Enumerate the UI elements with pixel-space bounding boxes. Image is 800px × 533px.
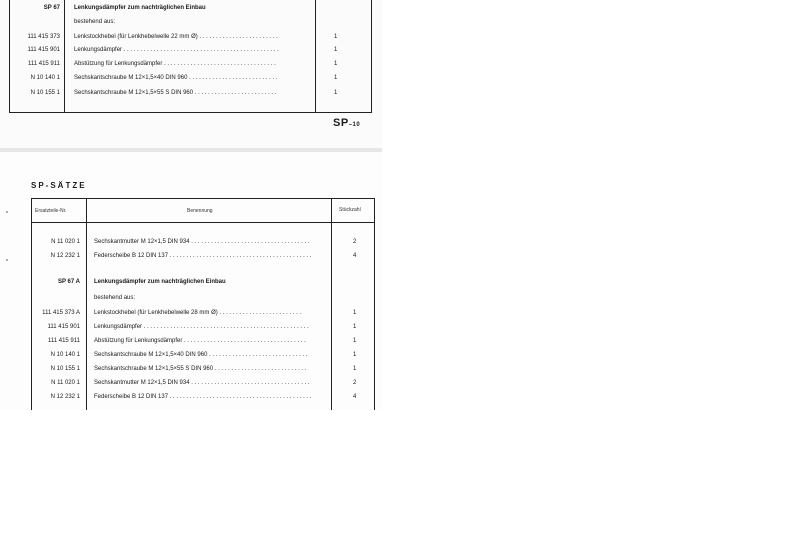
column-header-part-number: Ersatzteile-Nr. bbox=[35, 208, 67, 214]
page-number: SP–10 bbox=[333, 117, 361, 129]
part-number: 111 415 373 bbox=[27, 34, 60, 40]
margin-mark bbox=[6, 211, 8, 213]
part-quantity: 4 bbox=[353, 394, 357, 400]
part-quantity: 1 bbox=[334, 34, 338, 40]
margin-mark bbox=[6, 259, 8, 261]
table-border-top bbox=[31, 198, 375, 199]
part-description: Lenkungsdämpfer . . . . . . . . . . . . . . . . . . . . . . . . . . . . . . . . . . . . . . . . . . . . . . . bbox=[74, 47, 279, 53]
part-description: Lenkstockhebel (für Lenkhebelwelle 22 mm Ø) . . . . . . . . . . . . . . . . . . . . . . . . bbox=[74, 34, 278, 40]
table-header-divider bbox=[31, 222, 375, 223]
table-border-right bbox=[371, 0, 372, 113]
table-border-left bbox=[31, 198, 32, 410]
part-description: Sechskantmutter M 12×1,5 DIN 934 . . . . . . . . . . . . . . . . . . . . . . . . . . . . . . . . . . . . bbox=[94, 239, 310, 245]
part-description: bestehend aus: bbox=[74, 19, 116, 25]
part-quantity: 1 bbox=[334, 75, 338, 81]
table-border-bottom bbox=[9, 112, 372, 113]
part-number: 111 415 911 bbox=[27, 61, 60, 67]
part-quantity: 1 bbox=[334, 61, 338, 67]
part-description: Sechskantschraube M 12×1,5×40 DIN 960 . . . . . . . . . . . . . . . . . . . . . . . . . . . bbox=[74, 75, 278, 81]
part-number: N 11 020 1 bbox=[51, 239, 80, 245]
part-quantity: 2 bbox=[353, 380, 357, 386]
part-description: Abstützung für Lenkungsdämpfer . . . . . . . . . . . . . . . . . . . . . . . . . . . . . . . . . . . . . bbox=[94, 338, 306, 344]
part-number: N 12 232 1 bbox=[50, 394, 80, 400]
part-quantity: 1 bbox=[334, 90, 338, 96]
part-description: bestehend aus: bbox=[94, 295, 136, 301]
part-quantity: 1 bbox=[353, 338, 357, 344]
table-column-divider bbox=[86, 198, 87, 410]
part-number: 111 415 373 A bbox=[42, 310, 80, 316]
section-title: SP-SÄTZE bbox=[31, 181, 87, 190]
column-header-quantity: Stückzahl bbox=[339, 207, 361, 213]
part-description: Sechskantschraube M 12×1,5×55 S DIN 960 . . . . . . . . . . . . . . . . . . . . . . . . . bbox=[74, 90, 277, 96]
part-description: Sechskantmutter M 12×1,5 DIN 934 . . . . . . . . . . . . . . . . . . . . . . . . . . . . . . . . . . . . bbox=[94, 380, 310, 386]
part-quantity: 4 bbox=[353, 253, 357, 259]
part-quantity: 1 bbox=[353, 366, 357, 372]
part-description: Sechskantschraube M 12×1,5×55 S DIN 960 . . . . . . . . . . . . . . . . . . . . . . . . . . . . bbox=[94, 366, 307, 372]
table-column-divider bbox=[315, 0, 316, 113]
part-number: SP 67 bbox=[43, 5, 60, 11]
part-quantity: 1 bbox=[353, 324, 357, 330]
part-description: Abstützung für Lenkungsdämpfer . . . . . . . . . . . . . . . . . . . . . . . . . . . . . . . . . . bbox=[74, 61, 276, 67]
part-description: Lenkungsdämpfer . . . . . . . . . . . . . . . . . . . . . . . . . . . . . . . . . . . . . . . . . . . . . . . . . . bbox=[94, 324, 309, 330]
part-description: Lenkungsdämpfer zum nachträglichen Einbau bbox=[74, 5, 206, 11]
part-number: 111 415 911 bbox=[47, 338, 80, 344]
table-border-right bbox=[374, 198, 375, 410]
table-border-left bbox=[9, 0, 10, 113]
part-quantity: 1 bbox=[334, 47, 338, 53]
part-number: 111 415 901 bbox=[27, 47, 60, 53]
part-number: N 10 140 1 bbox=[30, 75, 60, 81]
table-column-divider bbox=[331, 198, 332, 410]
column-header-description: Benennung bbox=[187, 208, 213, 214]
part-number: N 10 140 1 bbox=[50, 352, 80, 358]
parts-table bbox=[31, 198, 375, 410]
part-description: Sechskantschraube M 12×1,5×40 DIN 960 . . . . . . . . . . . . . . . . . . . . . . . . . . . . . . bbox=[94, 352, 308, 358]
part-quantity: 1 bbox=[353, 310, 357, 316]
part-description: Federscheibe B 12 DIN 137 . . . . . . . . . . . . . . . . . . . . . . . . . . . . . . . . . . . . . . . . . . . bbox=[94, 253, 312, 259]
part-quantity: 2 bbox=[353, 239, 357, 245]
part-number: 111 415 901 bbox=[47, 324, 80, 330]
part-quantity: 1 bbox=[353, 352, 357, 358]
part-number: N 12 232 1 bbox=[50, 253, 80, 259]
part-description: Federscheibe B 12 DIN 137 . . . . . . . . . . . . . . . . . . . . . . . . . . . . . . . . . . . . . . . . . . . bbox=[94, 394, 312, 400]
part-number: SP 67 A bbox=[57, 279, 80, 285]
part-number: N 11 020 1 bbox=[51, 380, 80, 386]
table-column-divider bbox=[64, 0, 65, 113]
part-description: Lenkungsdämpfer zum nachträglichen Einbau bbox=[94, 279, 226, 285]
scan-page-top bbox=[0, 0, 382, 148]
part-number: N 10 155 1 bbox=[50, 366, 80, 372]
part-number: N 10 155 1 bbox=[30, 90, 60, 96]
part-description: Lenkstockhebel (für Lenkhebelwelle 28 mm Ø) . . . . . . . . . . . . . . . . . . . . . . . . . bbox=[94, 310, 302, 316]
